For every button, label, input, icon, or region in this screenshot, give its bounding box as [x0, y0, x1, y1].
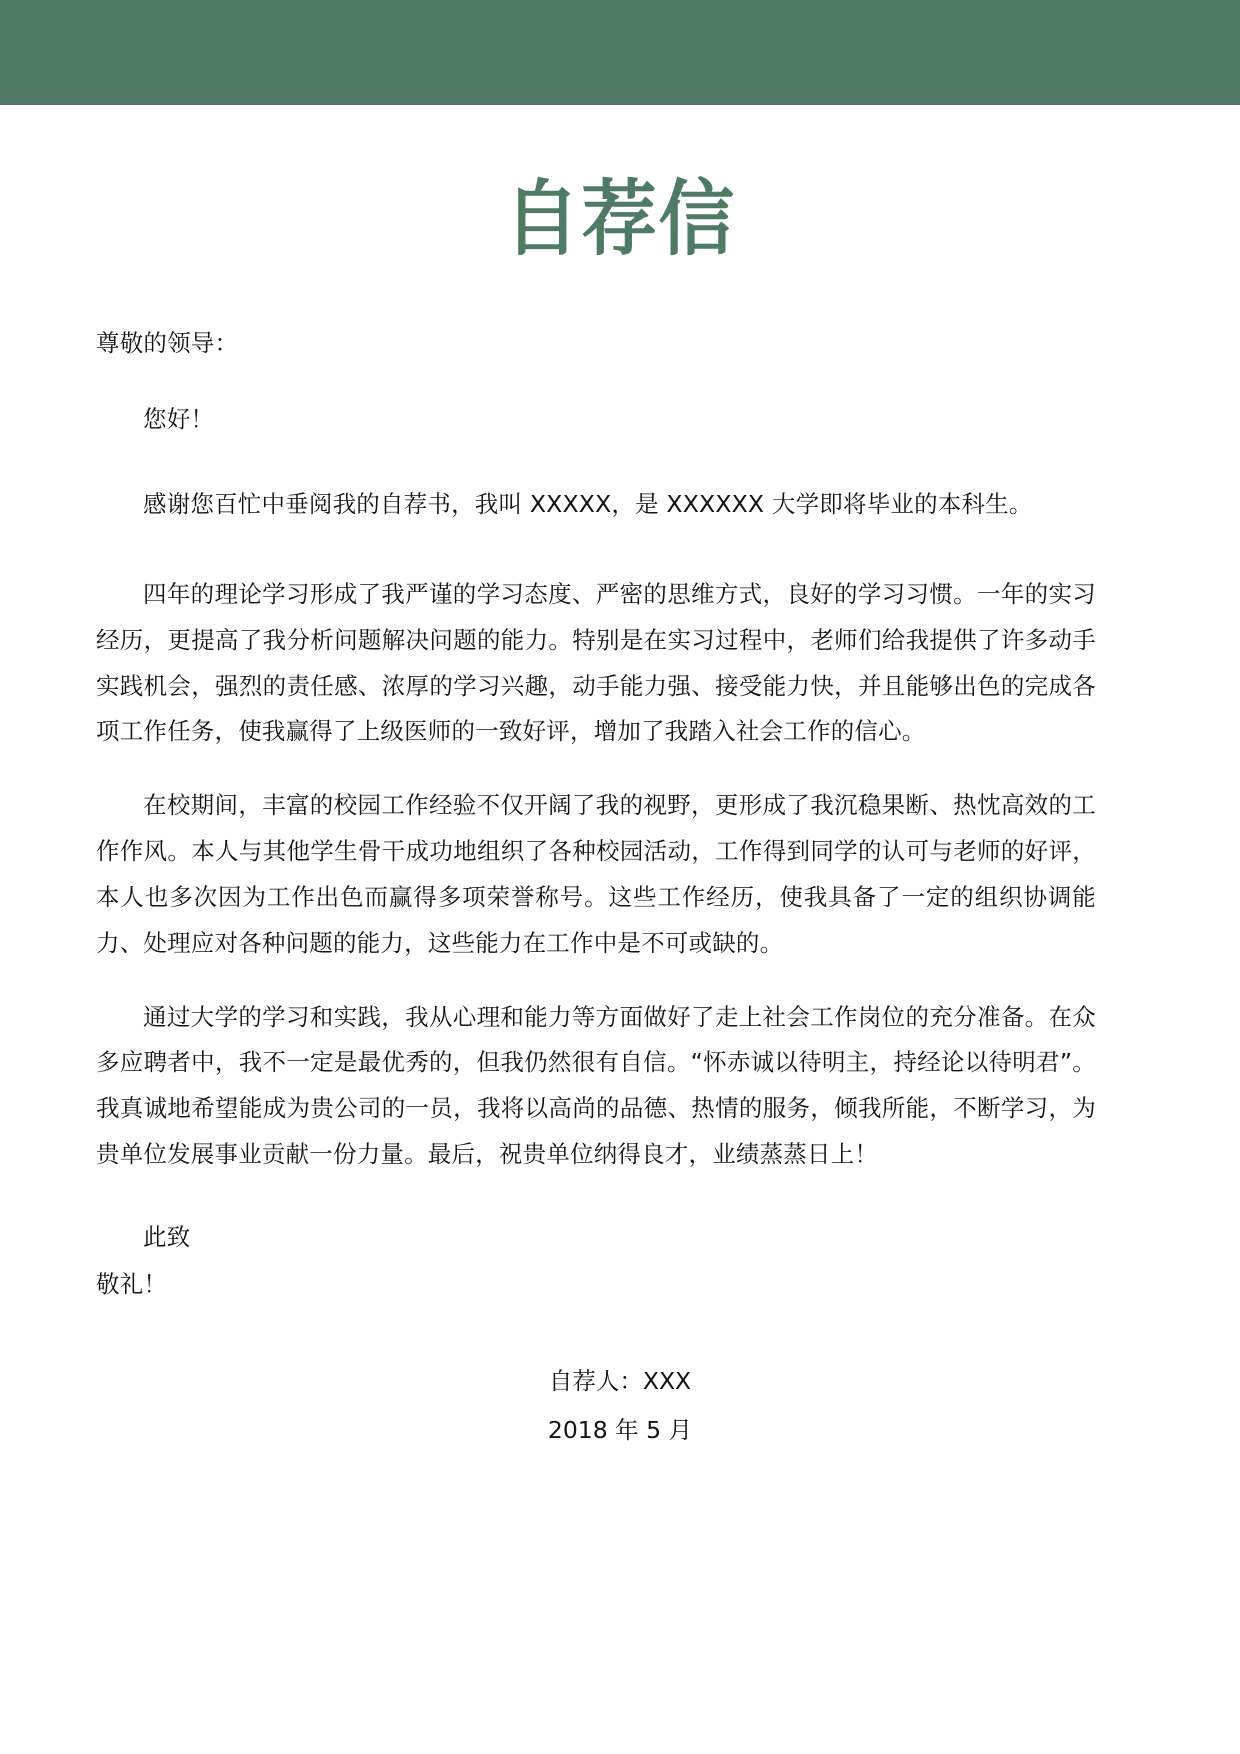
- page-title: 自荐信: [504, 172, 736, 267]
- page-title-container: [0, 172, 1240, 267]
- body-paragraph-1: 四年的理论学习形成了我严谨的学习态度、严密的思维方式，良好的学习习惯。一年的实习经历，更提高了我分析问题解决问题的能力。特别是在实习过程中，老师们给我提供了许多动手实践机会，强烈的责任感、浓厚的学习兴趣，动手能力强、接受能力快，并且能够出色的完成各项工作任务，使我赢得了上级医师的一致好评，增加了我踏入社会工作的信心。: [96, 580, 1096, 746]
- letter-body: [96, 325, 1096, 1307]
- salutation: 尊敬的领导：: [96, 329, 239, 357]
- header-green-band: [0, 0, 1240, 105]
- closing-block: [96, 1216, 1096, 1307]
- signature-name: 自荐人：XXX: [548, 1367, 692, 1395]
- body-paragraph-2: 在校期间，丰富的校园工作经验不仅开阔了我的视野，更形成了我沉稳果断、热忱高效的工作作风。本人与其他学生骨干成功地组织了各种校园活动，工作得到同学的认可与老师的好评，本人也多次因为工作出色而赢得多项荣誉称号。这些工作经历，使我具备了一定的组织协调能力、处理应对各种问题的能力，这些能力在工作中是不可或缺的。: [96, 791, 1096, 957]
- document-page: [0, 105, 1240, 1754]
- body-paragraph-3: 通过大学的学习和实践，我从心理和能力等方面做好了走上社会工作岗位的充分准备。在众多应聘者中，我不一定是最优秀的，但我仍然很有自信。“怀赤诚以待明主，持经论以待明君”。我真诚地希望能成为贵公司的一员，我将以高尚的品德、热情的服务，倾我所能，不断学习，为贵单位发展事业贡献一份力量。最后，祝贵单位纳得良才，业绩蒸蒸日上！: [96, 1002, 1096, 1168]
- intro-paragraph: 感谢您百忙中垂阅我的自荐书，我叫 XXXXX，是 XXXXXX 大学即将毕业的本科生。: [143, 490, 1033, 519]
- closing-line-jingli: 敬礼！: [96, 1270, 168, 1299]
- greeting-line: 您好！: [143, 404, 215, 433]
- signature-block: [0, 1360, 1240, 1453]
- closing-line-cizhi: 此致: [143, 1222, 191, 1251]
- signature-date: 2018 年 5 月: [547, 1416, 693, 1445]
